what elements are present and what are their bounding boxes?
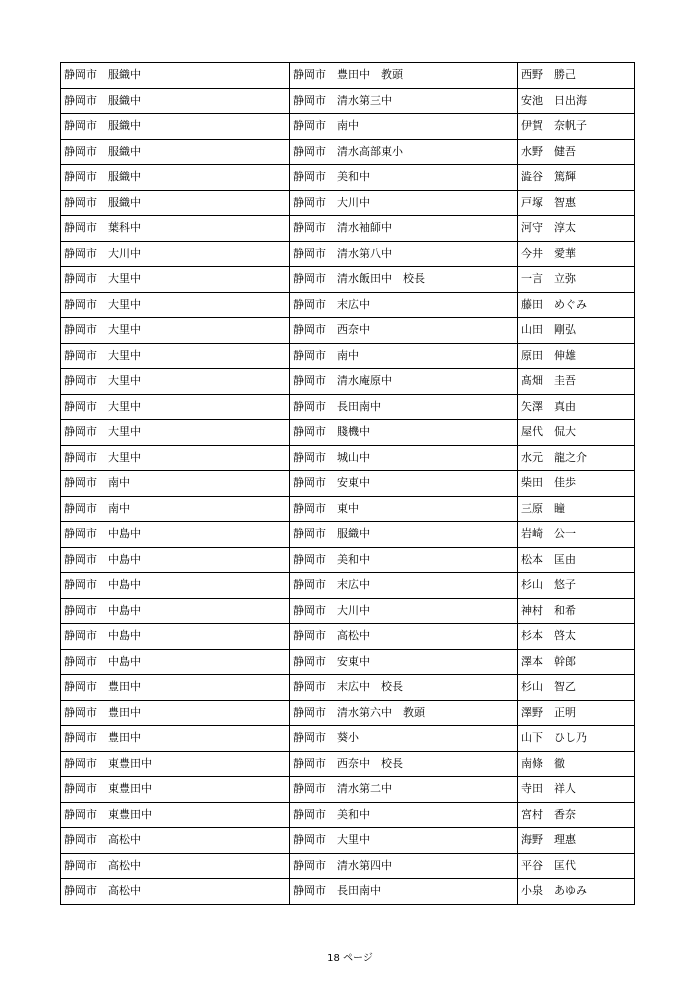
table-row: [61, 292, 635, 318]
to-school-cell: 静岡市 服織中: [290, 522, 518, 548]
from-school-cell: 静岡市 服織中: [61, 190, 290, 216]
to-school-cell: 静岡市 西奈中 校長: [290, 751, 518, 777]
table-row: [61, 165, 635, 191]
from-school-cell: 静岡市 葉科中: [61, 216, 290, 242]
to-school-cell: 静岡市 西奈中: [290, 318, 518, 344]
table-row: [61, 114, 635, 140]
table-row: [61, 598, 635, 624]
table-row: [61, 496, 635, 522]
name-cell: 西野 勝己: [518, 63, 635, 89]
to-school-cell: 静岡市 清水第三中: [290, 88, 518, 114]
from-school-cell: 静岡市 中島中: [61, 547, 290, 573]
name-cell: 戸塚 智惠: [518, 190, 635, 216]
to-school-cell: 静岡市 大里中: [290, 828, 518, 854]
table-row: [61, 88, 635, 114]
to-school-cell: 静岡市 清水第六中 教頭: [290, 700, 518, 726]
to-school-cell: 静岡市 清水第八中: [290, 241, 518, 267]
name-cell: 矢澤 真由: [518, 394, 635, 420]
from-school-cell: 静岡市 服織中: [61, 165, 290, 191]
name-cell: 河守 淳太: [518, 216, 635, 242]
from-school-cell: 静岡市 大里中: [61, 318, 290, 344]
to-school-cell: 静岡市 安東中: [290, 649, 518, 675]
name-cell: 安池 日出海: [518, 88, 635, 114]
name-cell: 屋代 侃大: [518, 420, 635, 446]
from-school-cell: 静岡市 中島中: [61, 598, 290, 624]
to-school-cell: 静岡市 末広中 校長: [290, 675, 518, 701]
from-school-cell: 静岡市 大里中: [61, 267, 290, 293]
from-school-cell: 静岡市 服織中: [61, 114, 290, 140]
table-row: [61, 420, 635, 446]
table-row: [61, 777, 635, 803]
name-cell: 海野 理惠: [518, 828, 635, 854]
table-row: [61, 751, 635, 777]
name-cell: 柴田 佳歩: [518, 471, 635, 497]
from-school-cell: 静岡市 高松中: [61, 828, 290, 854]
from-school-cell: 静岡市 豊田中: [61, 675, 290, 701]
table-row: [61, 649, 635, 675]
personnel-table: [60, 62, 635, 905]
table-row: [61, 318, 635, 344]
from-school-cell: 静岡市 豊田中: [61, 700, 290, 726]
name-cell: 髙畑 圭吾: [518, 369, 635, 395]
from-school-cell: 静岡市 東豊田中: [61, 802, 290, 828]
table-row: [61, 343, 635, 369]
to-school-cell: 静岡市 清水第四中: [290, 853, 518, 879]
table-row: [61, 63, 635, 89]
from-school-cell: 静岡市 中島中: [61, 522, 290, 548]
from-school-cell: 静岡市 大里中: [61, 394, 290, 420]
from-school-cell: 静岡市 中島中: [61, 573, 290, 599]
name-cell: 神村 和希: [518, 598, 635, 624]
table-row: [61, 802, 635, 828]
to-school-cell: 静岡市 南中: [290, 114, 518, 140]
from-school-cell: 静岡市 大里中: [61, 292, 290, 318]
from-school-cell: 静岡市 大里中: [61, 343, 290, 369]
from-school-cell: 静岡市 大里中: [61, 369, 290, 395]
table-row: [61, 369, 635, 395]
name-cell: 山田 剛弘: [518, 318, 635, 344]
name-cell: 松本 匡由: [518, 547, 635, 573]
to-school-cell: 静岡市 清水飯田中 校長: [290, 267, 518, 293]
from-school-cell: 静岡市 服織中: [61, 139, 290, 165]
from-school-cell: 静岡市 豊田中: [61, 726, 290, 752]
to-school-cell: 静岡市 賤機中: [290, 420, 518, 446]
from-school-cell: 静岡市 南中: [61, 496, 290, 522]
name-cell: 岩崎 公一: [518, 522, 635, 548]
to-school-cell: 静岡市 末広中: [290, 292, 518, 318]
table-row: [61, 547, 635, 573]
name-cell: 水野 健吾: [518, 139, 635, 165]
to-school-cell: 静岡市 清水庵原中: [290, 369, 518, 395]
to-school-cell: 静岡市 美和中: [290, 547, 518, 573]
table-row: [61, 624, 635, 650]
table-row: [61, 216, 635, 242]
from-school-cell: 静岡市 中島中: [61, 649, 290, 675]
name-cell: 一言 立弥: [518, 267, 635, 293]
table-row: [61, 267, 635, 293]
to-school-cell: 静岡市 美和中: [290, 165, 518, 191]
table-row: [61, 853, 635, 879]
from-school-cell: 静岡市 大川中: [61, 241, 290, 267]
table-row: [61, 394, 635, 420]
from-school-cell: 静岡市 服織中: [61, 88, 290, 114]
from-school-cell: 静岡市 東豊田中: [61, 777, 290, 803]
name-cell: 澤野 正明: [518, 700, 635, 726]
from-school-cell: 静岡市 大里中: [61, 445, 290, 471]
name-cell: 杉本 啓太: [518, 624, 635, 650]
to-school-cell: 静岡市 南中: [290, 343, 518, 369]
name-cell: 今井 愛華: [518, 241, 635, 267]
name-cell: 三原 瞳: [518, 496, 635, 522]
name-cell: 杉山 智乙: [518, 675, 635, 701]
name-cell: 小泉 あゆみ: [518, 879, 635, 905]
table-row: [61, 190, 635, 216]
to-school-cell: 静岡市 末広中: [290, 573, 518, 599]
name-cell: 寺田 祥人: [518, 777, 635, 803]
from-school-cell: 静岡市 大里中: [61, 420, 290, 446]
table-row: [61, 522, 635, 548]
table-row: [61, 445, 635, 471]
to-school-cell: 静岡市 大川中: [290, 598, 518, 624]
name-cell: 宮村 香奈: [518, 802, 635, 828]
from-school-cell: 静岡市 高松中: [61, 879, 290, 905]
name-cell: 杉山 悠子: [518, 573, 635, 599]
name-cell: 山下 ひし乃: [518, 726, 635, 752]
to-school-cell: 静岡市 城山中: [290, 445, 518, 471]
to-school-cell: 静岡市 安東中: [290, 471, 518, 497]
name-cell: 水元 龍之介: [518, 445, 635, 471]
to-school-cell: 静岡市 清水高部東小: [290, 139, 518, 165]
to-school-cell: 静岡市 長田南中: [290, 394, 518, 420]
from-school-cell: 静岡市 高松中: [61, 853, 290, 879]
table-row: [61, 241, 635, 267]
table-row: [61, 573, 635, 599]
from-school-cell: 静岡市 服織中: [61, 63, 290, 89]
table-row: [61, 700, 635, 726]
name-cell: 藤田 めぐみ: [518, 292, 635, 318]
table-row: [61, 675, 635, 701]
name-cell: 伊賀 奈帆子: [518, 114, 635, 140]
name-cell: 平谷 匡代: [518, 853, 635, 879]
name-cell: 澁谷 篤輝: [518, 165, 635, 191]
to-school-cell: 静岡市 葵小: [290, 726, 518, 752]
table-row: [61, 139, 635, 165]
table-row: [61, 726, 635, 752]
to-school-cell: 静岡市 豊田中 教頭: [290, 63, 518, 89]
to-school-cell: 静岡市 美和中: [290, 802, 518, 828]
table-row: [61, 879, 635, 905]
from-school-cell: 静岡市 東豊田中: [61, 751, 290, 777]
page-number: 18 ページ: [327, 953, 373, 964]
name-cell: 澤本 幹郎: [518, 649, 635, 675]
table-body: [61, 63, 635, 905]
to-school-cell: 静岡市 清水袖師中: [290, 216, 518, 242]
table-row: [61, 471, 635, 497]
name-cell: 原田 伸雄: [518, 343, 635, 369]
to-school-cell: 静岡市 高松中: [290, 624, 518, 650]
table-row: [61, 828, 635, 854]
to-school-cell: 静岡市 清水第二中: [290, 777, 518, 803]
to-school-cell: 静岡市 大川中: [290, 190, 518, 216]
from-school-cell: 静岡市 中島中: [61, 624, 290, 650]
name-cell: 南條 徹: [518, 751, 635, 777]
to-school-cell: 静岡市 東中: [290, 496, 518, 522]
from-school-cell: 静岡市 南中: [61, 471, 290, 497]
to-school-cell: 静岡市 長田南中: [290, 879, 518, 905]
